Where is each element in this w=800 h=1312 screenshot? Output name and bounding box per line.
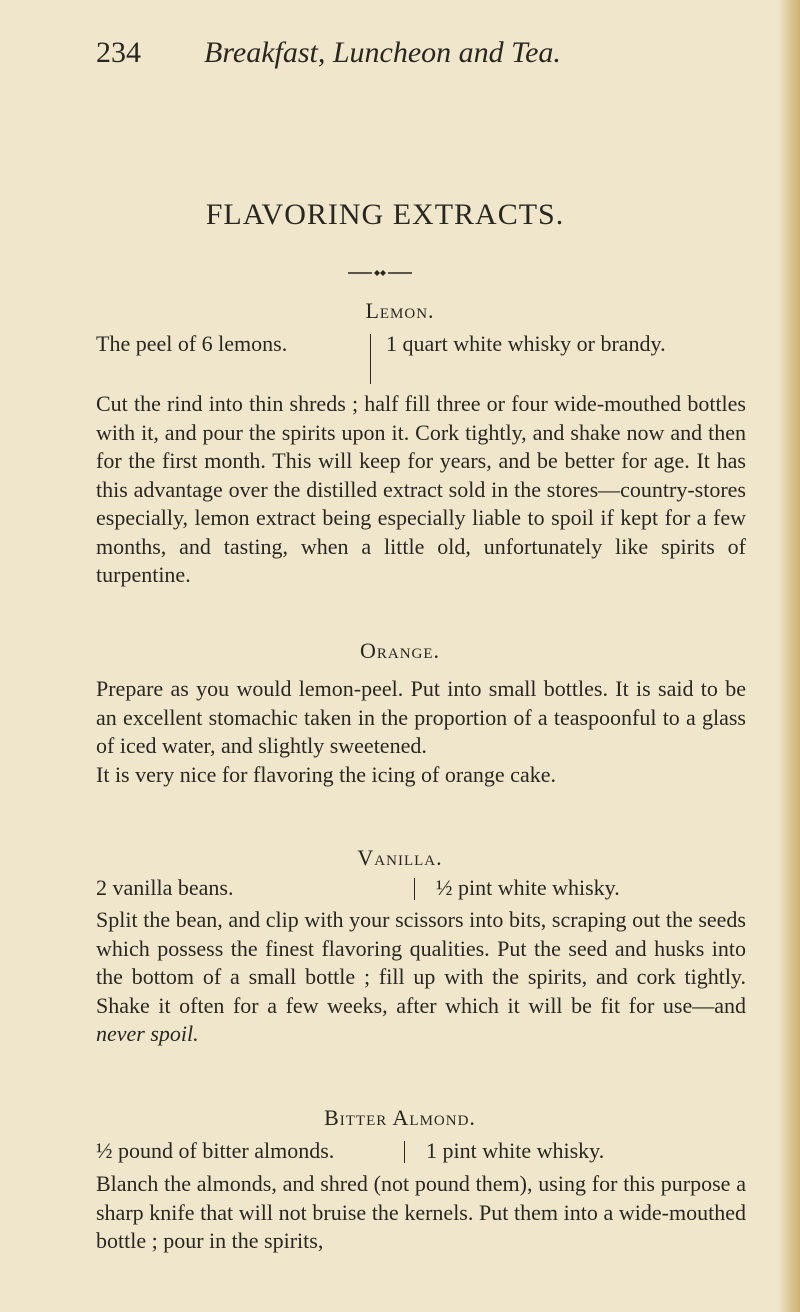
ingredient-right: 1 quart white whisky or brandy.: [386, 331, 666, 356]
chapter-title-text: FLAVORING EXTRACTS.: [205, 198, 565, 231]
ingredient-left: ½ pound of bitter almonds.: [96, 1138, 335, 1163]
section-heading-lemon: Lemon.: [365, 298, 435, 323]
ingredient-right: 1 pint white whisky.: [426, 1138, 605, 1163]
chapter-title: [0, 198, 800, 232]
ingredients-lemon: [96, 330, 746, 390]
paragraph-vanilla: [96, 906, 746, 1049]
paragraph-text: Split the bean, and clip with your scissors into bits, scraping out the seeds which possess the finest flavoring qualities. Put the seed and husks into the bottom of a small bottle ; fill up with the spirits, and cork tightly. Shake it often for a few weeks, after which it will be fit for use—and never spoil.: [96, 907, 746, 1046]
ingredients-bitter-almond: [96, 1137, 746, 1167]
paragraph-text: Blanch the almonds, and shred (not pound them), using for this purpose a sharp knife that will not bruise the kernels. Put them into a wide-mouthed bottle ; pour in the spirits,: [96, 1171, 746, 1253]
ingredient-right: ½ pint white whisky.: [436, 875, 620, 900]
ingredient-divider: [414, 878, 415, 900]
ingredient-divider: [370, 334, 371, 384]
section-heading-vanilla: Vanilla.: [357, 845, 443, 870]
page-number: 234: [96, 36, 141, 69]
section-heading-bitter-almond: Bitter Almond.: [324, 1105, 476, 1130]
ingredient-divider: [404, 1141, 405, 1163]
paragraph-bitter-almond: [96, 1170, 746, 1256]
paragraph-text: Prepare as you would lemon-peel. Put into small bottles. It is said to be an excellent stomachic taken in the proportion of a teaspoonful to a glass of iced water, and slightly sweetened.: [96, 676, 746, 758]
paragraph-lemon: [96, 390, 746, 590]
ingredient-left: 2 vanilla beans.: [96, 875, 234, 900]
ingredient-left: The peel of 6 lemons.: [96, 331, 288, 356]
paragraph-text: It is very nice for flavoring the icing of orange cake.: [96, 761, 556, 787]
emphasis-text: never spoil.: [96, 1021, 199, 1046]
running-head: [96, 36, 740, 76]
section-heading-orange: Orange.: [359, 638, 441, 663]
running-title: Breakfast, Luncheon and Tea.: [204, 36, 561, 69]
ornament-rule-icon: [348, 268, 412, 278]
paragraph-orange: [96, 675, 746, 789]
ingredients-vanilla: [96, 874, 746, 904]
paragraph-text: Cut the rind into thin shreds ; half fill three or four wide-mouthed bottles with it, and pour the spirits upon it. Cork tightly, and shake now and then for the first month. This will keep for years, and be better for age. It has this advantage over the distilled extract sold in the stores—country-stores especially, lemon extract being especially liable to spoil if kept for a few months, and tasting, when a little old, unfortunately like spirits of turpentine.: [96, 391, 746, 587]
